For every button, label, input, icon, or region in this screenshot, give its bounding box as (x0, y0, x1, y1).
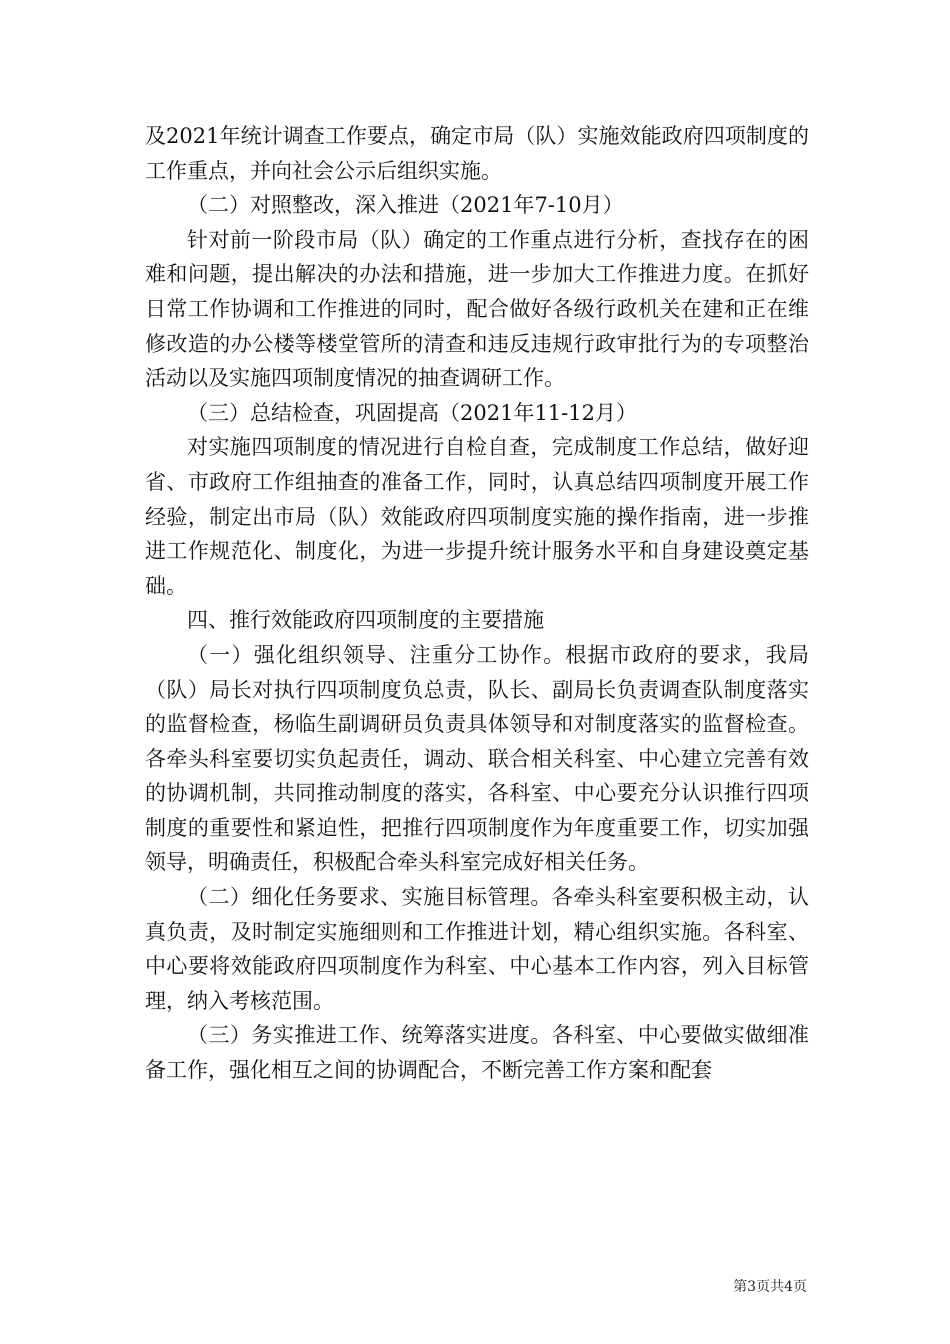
paragraph: （三）务实推进工作、统筹落实进度。各科室、中心要做实做细准备工作，强化相互之间的协调配合，不断完善工作方案和配套 (145, 1023, 809, 1083)
section-heading-3: （三）总结检查，巩固提高（2021年11-12月） (187, 400, 637, 425)
paragraph: （二）细化任务要求、实施目标管理。各牵头科室要积极主动，认真负责，及时制定实施细则和工作推进计划，精心组织实施。各科室、中心要将效能政府四项制度作为科室、中心基本工作内容，列入目标管理，纳入考核范围。 (145, 885, 809, 1013)
paragraph-continuation: 及2021年统计调查工作要点，确定市局（队）实施效能政府四项制度的工作重点，并向社会公示后组织实施。 (145, 124, 809, 183)
chapter-heading-4: 四、推行效能政府四项制度的主要措施 (187, 608, 544, 633)
paragraph: 针对前一阶段市局（队）确定的工作重点进行分析，查找存在的困难和问题，提出解决的办法和措施，进一步加大工作推进力度。在抓好日常工作协调和工作推进的同时，配合做好各级行政机关在建和正在维修改造的办公楼等楼堂管所的清查和违反违规行政审批行为的专项整治活动以及实施四项制度情况的抽查调研工作。 (145, 227, 809, 391)
section-heading-2: （二）对照整改，深入推进（2021年7-10月） (187, 193, 624, 218)
paragraph: （一）强化组织领导、注重分工协作。根据市政府的要求，我局（队）局长对执行四项制度负总责，队长、副局长负责调查队制度落实的监督检查，杨临生副调研员负责具体领导和对制度落实的监督检查。各牵头科室要切实负起责任，调动、联合相关科室、中心建立完善有效的协调机制，共同推动制度的落实，各科室、中心要充分认识推行四项制度的重要性和紧迫性，把推行四项制度作为年度重要工作，切实加强领导，明确责任，积极配合牵头科室完成好相关任务。 (145, 642, 809, 875)
document-body (145, 119, 809, 1088)
page-number: 第3页共4页 (733, 1279, 807, 1295)
paragraph: 对实施四项制度的情况进行自检自查，完成制度工作总结，做好迎省、市政府工作组抽查的准备工作，同时，认真总结四项制度开展工作经验，制定出市局（队）效能政府四项制度实施的操作指南，进一步推进工作规范化、制度化，为进一步提升统计服务水平和自身建设奠定基础。 (145, 435, 809, 598)
